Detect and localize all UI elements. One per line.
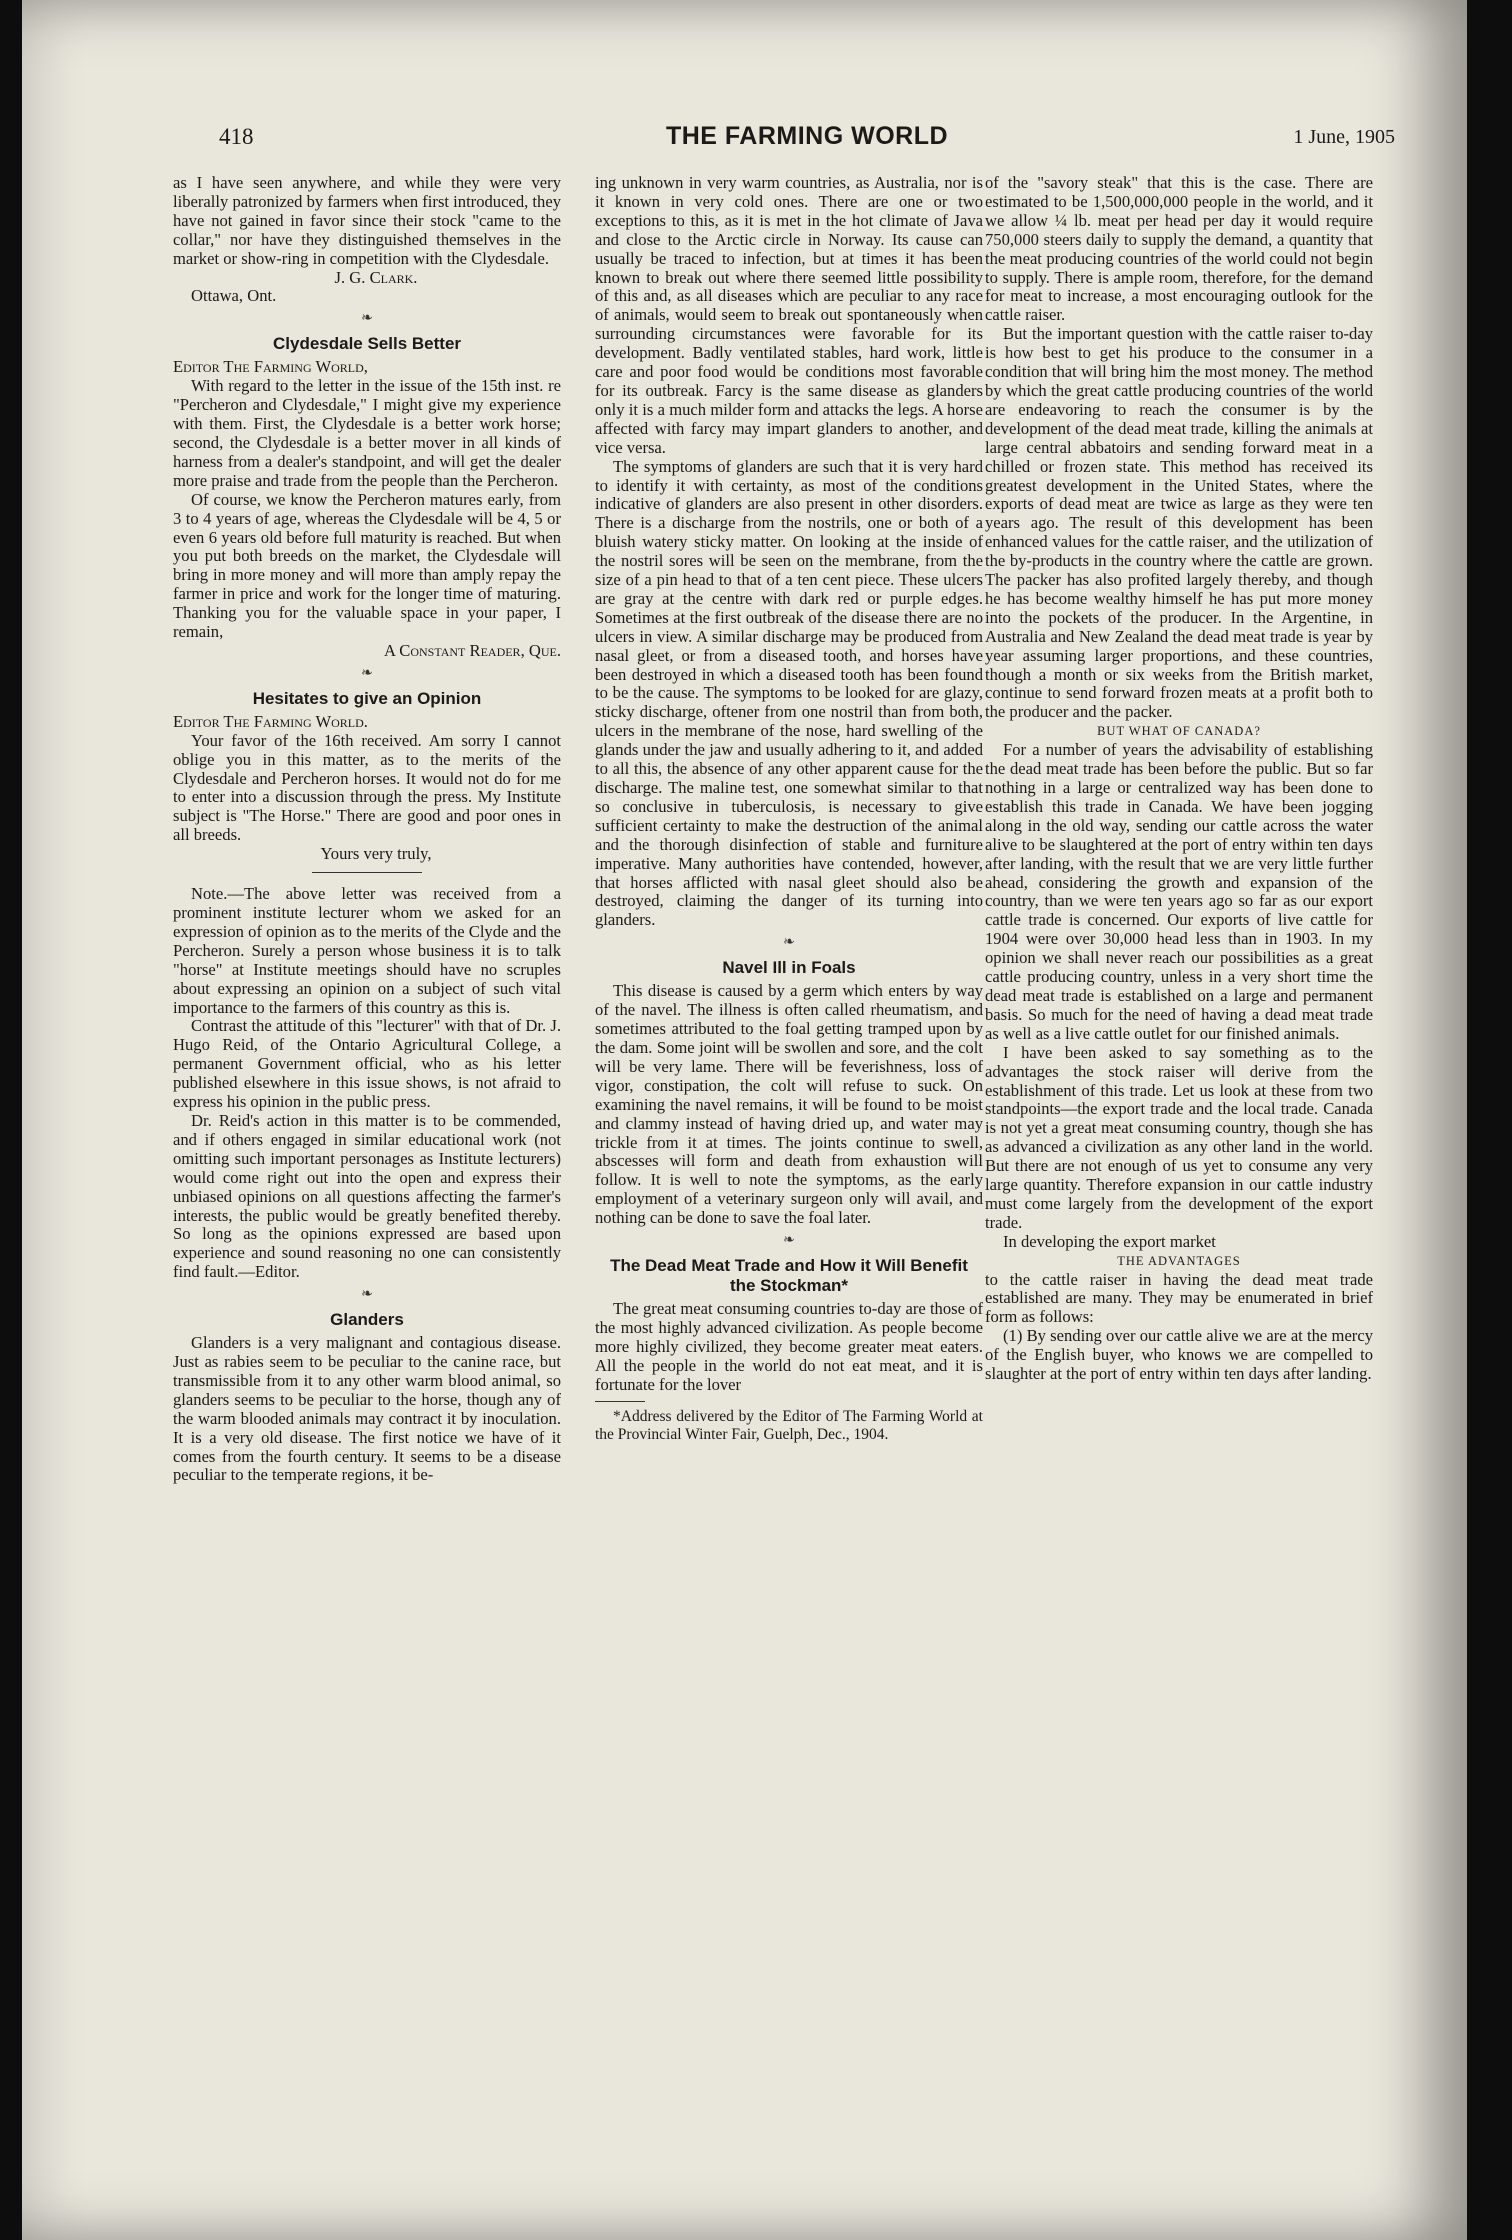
paragraph: Note.—The above letter was received from a prominent institute lecturer whom we asked for an expression of opinion as to the merits of the Clyde and the Percheron. Surely a person whose business it is to talk "horse" at Institute meetings should have no scruples about expressing an opinion on a subject of such vital importance to the farmers of this country as this is. bbox=[173, 884, 561, 1017]
page-header bbox=[219, 118, 1395, 158]
fleuron-ornament: ❧ bbox=[361, 1287, 373, 1303]
closing: Yours very truly, bbox=[320, 844, 432, 864]
signature: A Constant Reader, Que. bbox=[384, 640, 561, 660]
paragraph: The symptoms of glanders are such that it is very hard to identify it with certainty, as most of the conditions indicative of glanders are also present in other disorders. There is a discharge from the nostrils, one or both of a bluish watery sticky matter. On looking at the inside of the nostril sores will be seen on the membrane, from the size of a pin head to that of a ten cent piece. These ulcers are gray at the centre with dark red or purple edges. Sometimes at the first outbreak of the disease there are no ulcers in view. A similar discharge may be produced from nasal gleet, or from a diseased tooth, and horses have been destroyed in which a diseased tooth has been found to be the cause. The symptoms to be looked for are glazy, sticky discharge, oftener from one nostril than from both, ulcers in the membrane of the nose, hard swelling of the glands under the jaw and usually adhering to it, and added to all this, the absence of any other apparent cause for the discharge. The maline test, one somewhat similar to that so conclusive in tuberculosis, is necessary to give sufficient certainty to make the destruction of the animal and the thorough disinfection of stable and furniture imperative. Many authorities have contended, however, that horses afflicted with nasal gleet should also be destroyed, claiming the danger of its turning into glanders. bbox=[595, 456, 983, 930]
subheading: THE ADVANTAGES bbox=[1117, 1253, 1241, 1268]
salutation: Editor The Farming World. bbox=[173, 711, 368, 731]
column-3 bbox=[985, 174, 1373, 2119]
paragraph: With regard to the letter in the issue of the 15th inst. re "Percheron and Clydesdale," I might give my experience with them. First, the Clydesdale is a better work horse; second, the Clydesdale is a better mover in all kinds of harness from a dealer's standpoint, and will get the dealer more praise and trade from the people than the Percheron. bbox=[173, 376, 561, 490]
paragraph: ing unknown in very warm countries, as Australia, nor is it known in very cold ones. There are one or two exceptions to this, as it is met in the hot climate of Java and close to the Arctic circle in Norway. Its cause can usually be traced to infection, but at times it has been known to break out where there seemed little possibility of this and, as all diseases which are peculiar to any race of animals, would seem to break out spontaneously when surrounding circumstances were favorable for its development. Badly ventilated stables, hard work, little care and poor food would be conditions most favorable for its outbreak. Farcy is the same disease as glanders only it is a much milder form and attacks the legs. A horse affected with farcy may impart glanders to another, and vice versa. bbox=[595, 174, 983, 457]
paragraph: as I have seen anywhere, and while they were very liberally patronized by farmers when first introduced, they have not gained in favor since their stock "came to the collar," nor have they distinguished themselves in the market or show-ring in competition with the Clydesdale. bbox=[173, 174, 561, 268]
fleuron-ornament: ❧ bbox=[361, 665, 373, 681]
subheading: BUT WHAT OF CANADA? bbox=[1097, 724, 1261, 739]
divider-rule bbox=[312, 872, 422, 873]
article-heading: Clydesdale Sells Better bbox=[272, 334, 462, 354]
paragraph: But the important question with the cattle raiser to-day is how best to get his produce to the consumer in a condition that will bring him the most money. The method by which the great cattle producing countries of the world are endeavoring to reach the consumer is by the development of the dead meat trade, killing the animals at large central abbatoirs and sending forward meat in a chilled or frozen state. This method has received its greatest development in the United States, where the exports of dead meat are twice as large as they were ten years ago. The result of this development has been enhanced values for the cattle raiser, and the utilization of the by-products in the country where the cattle are grown. The packer has also profited largely thereby, and though he has become wealthy himself he has put more money into the pockets of the producer. In the Argentine, in Australia and New Zealand the dead meat trade is year by year assuming larger proportions, and these countries, though a month or six weeks from the British market, continue to send forward frozen meats at a profit both to the producer and the packer. bbox=[985, 324, 1373, 722]
article-heading: Glanders bbox=[330, 1310, 404, 1330]
paragraph: Dr. Reid's action in this matter is to be commended, and if others engaged in similar educational work (not omitting such important personages as Institute lecturers) would come right out into the open and express their unbiased opinions on all questions affecting the farmer's interests, the public would be greatly benefited thereby. So long as the opinions expressed are based upon experience and sound reasoning no one can consistently find fault.—Editor. bbox=[173, 1110, 561, 1282]
paragraph: (1) By sending over our cattle alive we are at the mercy of the English buyer, who knows we are compelled to slaughter at the port of entry within ten days after landing. bbox=[985, 1326, 1373, 1384]
paragraph: to the cattle raiser in having the dead meat trade established are many. They may be enumerated in brief form as follows: bbox=[985, 1269, 1373, 1327]
paragraph: Your favor of the 16th received. Am sorry I cannot oblige you in this matter, as to the merits of the Clydesdale and Percheron horses. It would not do for me to enter into a discussion through the press. My Institute subject is "The Horse." There are good and poor ones in all breeds. bbox=[173, 730, 561, 845]
article-heading: Navel Ill in Foals bbox=[722, 958, 856, 978]
page-number: 418 bbox=[219, 124, 254, 149]
footnote: *Address delivered by the Editor of The Farming World at the Provincial Winter Fair, Guelph, Dec., 1904. bbox=[595, 1407, 983, 1443]
publication-title: THE FARMING WORLD bbox=[665, 122, 949, 150]
article-heading: Hesitates to give an Opinion bbox=[252, 688, 482, 708]
issue-date: 1 June, 1905 bbox=[1293, 126, 1395, 148]
column-2 bbox=[595, 174, 983, 2119]
article-heading: The Dead Meat Trade and How it Will Benefit the Stockman* bbox=[610, 1256, 968, 1296]
paragraph: I have been asked to say something as to the advantages the stock raiser will derive from the establishment of this trade. Let us look at these from two standpoints—the export trade and the local trade. Canada is not yet a great meat consuming country, though she has as advanced a civilization as any other land in the world. But there are not enough of us yet to consume any very large quantity. Therefore expansion in our cattle industry must come largely from the development of the export trade. bbox=[985, 1042, 1373, 1232]
fleuron-ornament: ❧ bbox=[783, 935, 795, 951]
footnote-rule bbox=[595, 1401, 645, 1402]
salutation: Editor The Farming World, bbox=[173, 357, 368, 377]
paragraph: Of course, we know the Percheron matures early, from 3 to 4 years of age, whereas the Clydesdale will be 4, 5 or even 6 years old before full maturity is reached. But when you put both breeds on the market, the Clydesdale will bring in more money and will more than amply repay the farmer in price and work for the longer time of maturing. Thanking you for the valuable space in your paper, I remain, bbox=[173, 489, 561, 642]
paragraph: Contrast the attitude of this "lecturer" with that of Dr. J. Hugo Reid, of the Ontario Agricultural College, a permanent Government official, who as his letter published elsewhere in this issue shows, is not afraid to express his opinion in the public press. bbox=[173, 1016, 561, 1112]
paragraph: The great meat consuming countries to-day are those of the most highly advanced civilization. As people become more highly civilized, they become greater meat eaters. All the people in the world do not eat meat, and it is fortunate for the lover bbox=[595, 1299, 983, 1394]
paragraph: of the "savory steak" that this is the case. There are estimated to be 1,500,000,000 people in the world, and it we allow ¼ lb. meat per head per day it would require 750,000 steers daily to supply the demand, a quantity that the meat producing countries of the world could not begin to supply. There is ample room, therefore, for the demand for meat to increase, a most encouraging outlook for the cattle raiser. bbox=[985, 174, 1373, 325]
fleuron-ornament: ❧ bbox=[783, 1233, 795, 1249]
paragraph: For a number of years the advisability of establishing the dead meat trade has been before the public. But so far nothing in a large or centralized way has been done to establish this trade in Canada. We have been jogging along in the old way, sending our cattle across the water alive to be slaughtered at the port of entry within ten days after landing, with the result that we are very little further ahead, considering the growth and expansion of the country, than we were ten years ago so far as our export cattle trade is concerned. Our exports of live cattle for 1904 were over 30,000 head less than in 1903. In my opinion we shall never reach our possibilities as a great cattle producing country, unless in a very short time the dead meat trade is established on a large and permanent basis. So much for the need of having a dead meat trade as well as a live cattle outlet for our finished animals. bbox=[985, 740, 1373, 1043]
signature: J. G. Clark. bbox=[334, 267, 418, 287]
paragraph: In developing the export market bbox=[1003, 1231, 1216, 1251]
dateline: Ottawa, Ont. bbox=[191, 286, 277, 306]
paragraph: This disease is caused by a germ which enters by way of the navel. The illness is often called rheumatism, and sometimes attributed to the foal getting tramped upon by the dam. Some joint will be swollen and sore, and the colt will be very lame. There will be feverishness, loss of vigor, constipation, the colt will refuse to suck. On examining the navel remains, it will be found to be moist and clammy instead of having dried up, and water may trickle from it at times. The joints continue to swell, abscesses will form and death from exhaustion will follow. It is well to note the symptoms, as the early employment of a veterinary surgeon only will avail, and nothing can be done to save the foal later. bbox=[595, 981, 983, 1228]
column-1 bbox=[173, 174, 561, 2119]
fleuron-ornament: ❧ bbox=[361, 311, 373, 327]
paragraph: Glanders is a very malignant and contagious disease. Just as rabies seem to be peculiar to the canine race, but transmissible from it to any other warm blood animal, so glanders seems to be peculiar to the horse, though any of the warm blooded animals may contract it by inoculation. It is a very old disease. The first notice we have of it comes from the fourth century. It seems to be a disease peculiar to the temperate regions, it be- bbox=[173, 1333, 561, 1485]
